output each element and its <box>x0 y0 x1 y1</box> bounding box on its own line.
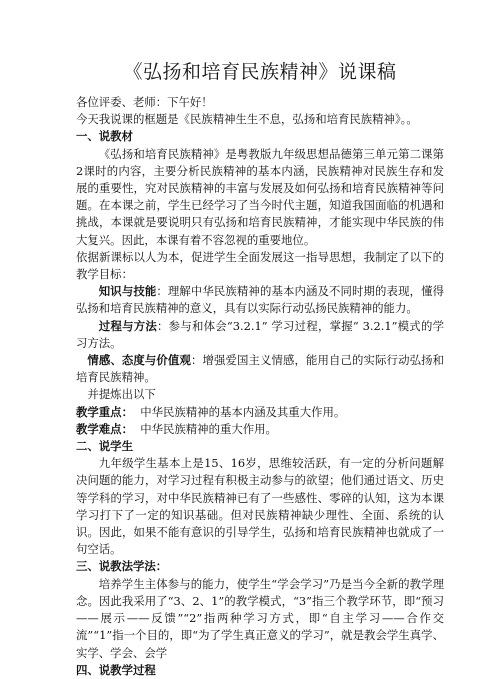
objective-emotion <box>76 352 444 386</box>
textbook-paragraph: 《弘扬和培育民族精神》是粤教版九年级思想品德第三单元第二课第2课时的内容，主要分析民族精神的基本内涵，民族精神对民族生存和发展的重要性，究对民族精神的丰富与发展及如何弘扬和培育民族精神等问题。在本课之前，学生已经学习了当今时代主题，知道我国面临的机遇和挑战，本课就是要说明只有弘扬和培育民族精神，才能实现中华民族的伟大复兴。因此，本课有着不容忽视的重要地位。 <box>76 146 444 247</box>
intro-line: 今天我说课的框题是《民族精神生生不息，弘扬和培育民族精神》。。 <box>76 112 418 127</box>
objective-process-label: 过程与方法 <box>98 318 158 333</box>
teaching-difficulty <box>76 421 444 438</box>
teaching-difficulty-label: 教学难点： <box>76 421 133 436</box>
objective-process-text: ：参与和体会“3.2.1” 学习过程，掌握“ 3.2.1”模式的学习方法。 <box>76 318 444 350</box>
teaching-difficulty-text: 中华民族精神的重大作用。 <box>140 421 277 436</box>
students-paragraph: 九年级学生基本上是15、16岁，思维较活跃，有一定的分析问题解决问题的能力，对学习过程有积极主动参与的欲望；他们通过语文、历史等学科的学习，对中华民族精神已有了一些感性、零碎的认知，这为本课学习打下了一定的知识基础。但对民族精神缺少理性、全面、系统的认识。因此，如果不能有意识的引导学生，弘扬和培育民族精神也就成了一句空话。 <box>76 456 444 557</box>
section-heading-textbook: 一、说教材 <box>76 129 133 144</box>
objective-process <box>76 318 444 352</box>
objective-knowledge-text: ：理解中华民族精神的基本内涵及不同时期的表现，懂得弘扬和培育民族精神的意义，具有以实际行动弘扬民族精神的能力。 <box>76 284 444 316</box>
teaching-key-point <box>76 404 444 421</box>
section-heading-students: 二、说学生 <box>76 439 133 454</box>
objective-knowledge <box>76 283 444 317</box>
section-heading-methods: 三、说教法学法： <box>76 559 168 574</box>
objective-emotion-text: ：增强爱国主义情感，能用自己的实际行动弘扬和培育民族精神。 <box>76 353 444 385</box>
extract-line: 并提炼出以下 <box>87 387 156 402</box>
objective-emotion-label: 情感、态度与价值观 <box>87 353 191 368</box>
greeting: 各位评委、老师：下午好！ <box>76 95 213 109</box>
teaching-key-text: 中华民族精神的基本内涵及其重大作用。 <box>140 404 346 419</box>
objectives-intro: 依据新课标以人为本，促进学生全面发展这一指导思想，我制定了以下的教学目标： <box>76 249 444 282</box>
section-heading-process: 四、说教学过程 <box>76 662 156 677</box>
document-page <box>76 60 444 679</box>
teaching-key-label: 教学重点： <box>76 404 133 419</box>
objective-knowledge-label: 知识与技能 <box>98 284 157 299</box>
document-title: 《弘扬和培育民族精神》说课稿 <box>123 61 397 83</box>
methods-paragraph: 培养学生主体参与的能力，使学生“学会学习”乃是当今全新的教学理念。因此我采用了“3、2、1”的教学模式，“3”指三个教学环节，即“预习——展示——反馈”“2”指两种学习方式，即“自主学习——合作交流”“1”指一个目的，即“为了学生真正意义的学习”，就是教会学生真学、实学、学会、会学 <box>76 576 444 660</box>
